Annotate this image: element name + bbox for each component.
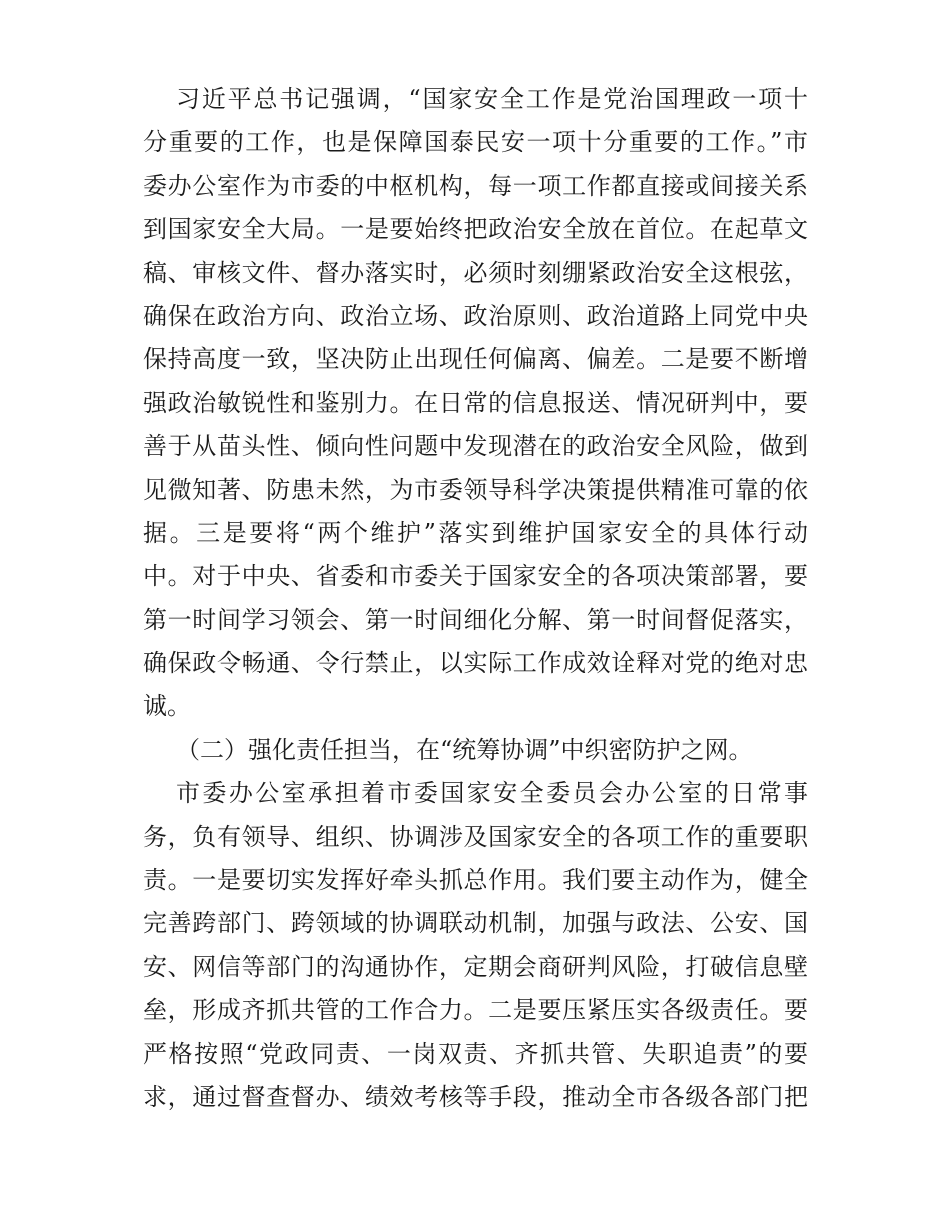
text-line: 求，通过督查督办、绩效考核等手段，推动全市各级各部门把 [143,1082,808,1111]
text-line: 垒，形成齐抓共管的工作合力。二是要压紧压实各级责任。要 [143,996,808,1025]
text-line: 严格按照“党政同责、一岗双责、齐抓共管、失职追责”的要 [143,1039,808,1068]
paragraph-2 [143,772,808,1119]
text-line: 强政治敏锐性和鉴别力。在日常的信息报送、情况研判中，要 [143,388,808,417]
text-line: 确保政令畅通、令行禁止，以实际工作成效诠释对党的绝对忠 [143,649,808,678]
text-line: 中。对于中央、省委和市委关于国家安全的各项决策部署，要 [143,562,808,591]
text-line: 务，负有领导、组织、协调涉及国家安全的各项工作的重要职 [143,822,808,851]
text-line: 安、网信等部门的沟通协作，定期会商研判风险，打破信息壁 [143,952,808,981]
text-line: 善于从苗头性、倾向性问题中发现潜在的政治安全风险，做到 [143,432,808,461]
paragraph-1 [143,78,808,729]
text-line: 分重要的工作，也是保障国泰民安一项十分重要的工作。”市 [143,128,808,157]
text-line: 第一时间学习领会、第一时间细化分解、第一时间督促落实， [143,605,808,634]
text-line: 见微知著、防患未然，为市委领导科学决策提供精准可靠的依 [143,475,808,504]
text-line: 责。一是要切实发挥好牵头抓总作用。我们要主动作为，健全 [143,866,808,895]
text-line: 委办公室作为市委的中枢机构，每一项工作都直接或间接关系 [143,171,808,200]
text-line: 习近平总书记强调，“国家安全工作是党治国理政一项十 [176,85,808,113]
text-line: 诚。 [143,692,191,721]
text-line: 稿、审核文件、督办落实时，必须时刻绷紧政治安全这根弦， [143,258,808,287]
section-heading: （二）强化责任担当，在“统筹协调”中织密防护之网。 [176,735,753,764]
text-line: 据。三是要将“两个维护”落实到维护国家安全的具体行动 [143,518,808,547]
text-line: 保持高度一致，坚决防止出现任何偏离、偏差。二是要不断增 [143,345,808,374]
document-body [143,78,808,1119]
text-line: 完善跨部门、跨领域的协调联动机制，加强与政法、公安、国 [143,909,808,938]
text-line: 市委办公室承担着市委国家安全委员会办公室的日常事 [176,779,808,808]
text-line: 到国家安全大局。一是要始终把政治安全放在首位。在起草文 [143,215,808,244]
text-line: 确保在政治方向、政治立场、政治原则、政治道路上同党中央 [143,301,808,330]
